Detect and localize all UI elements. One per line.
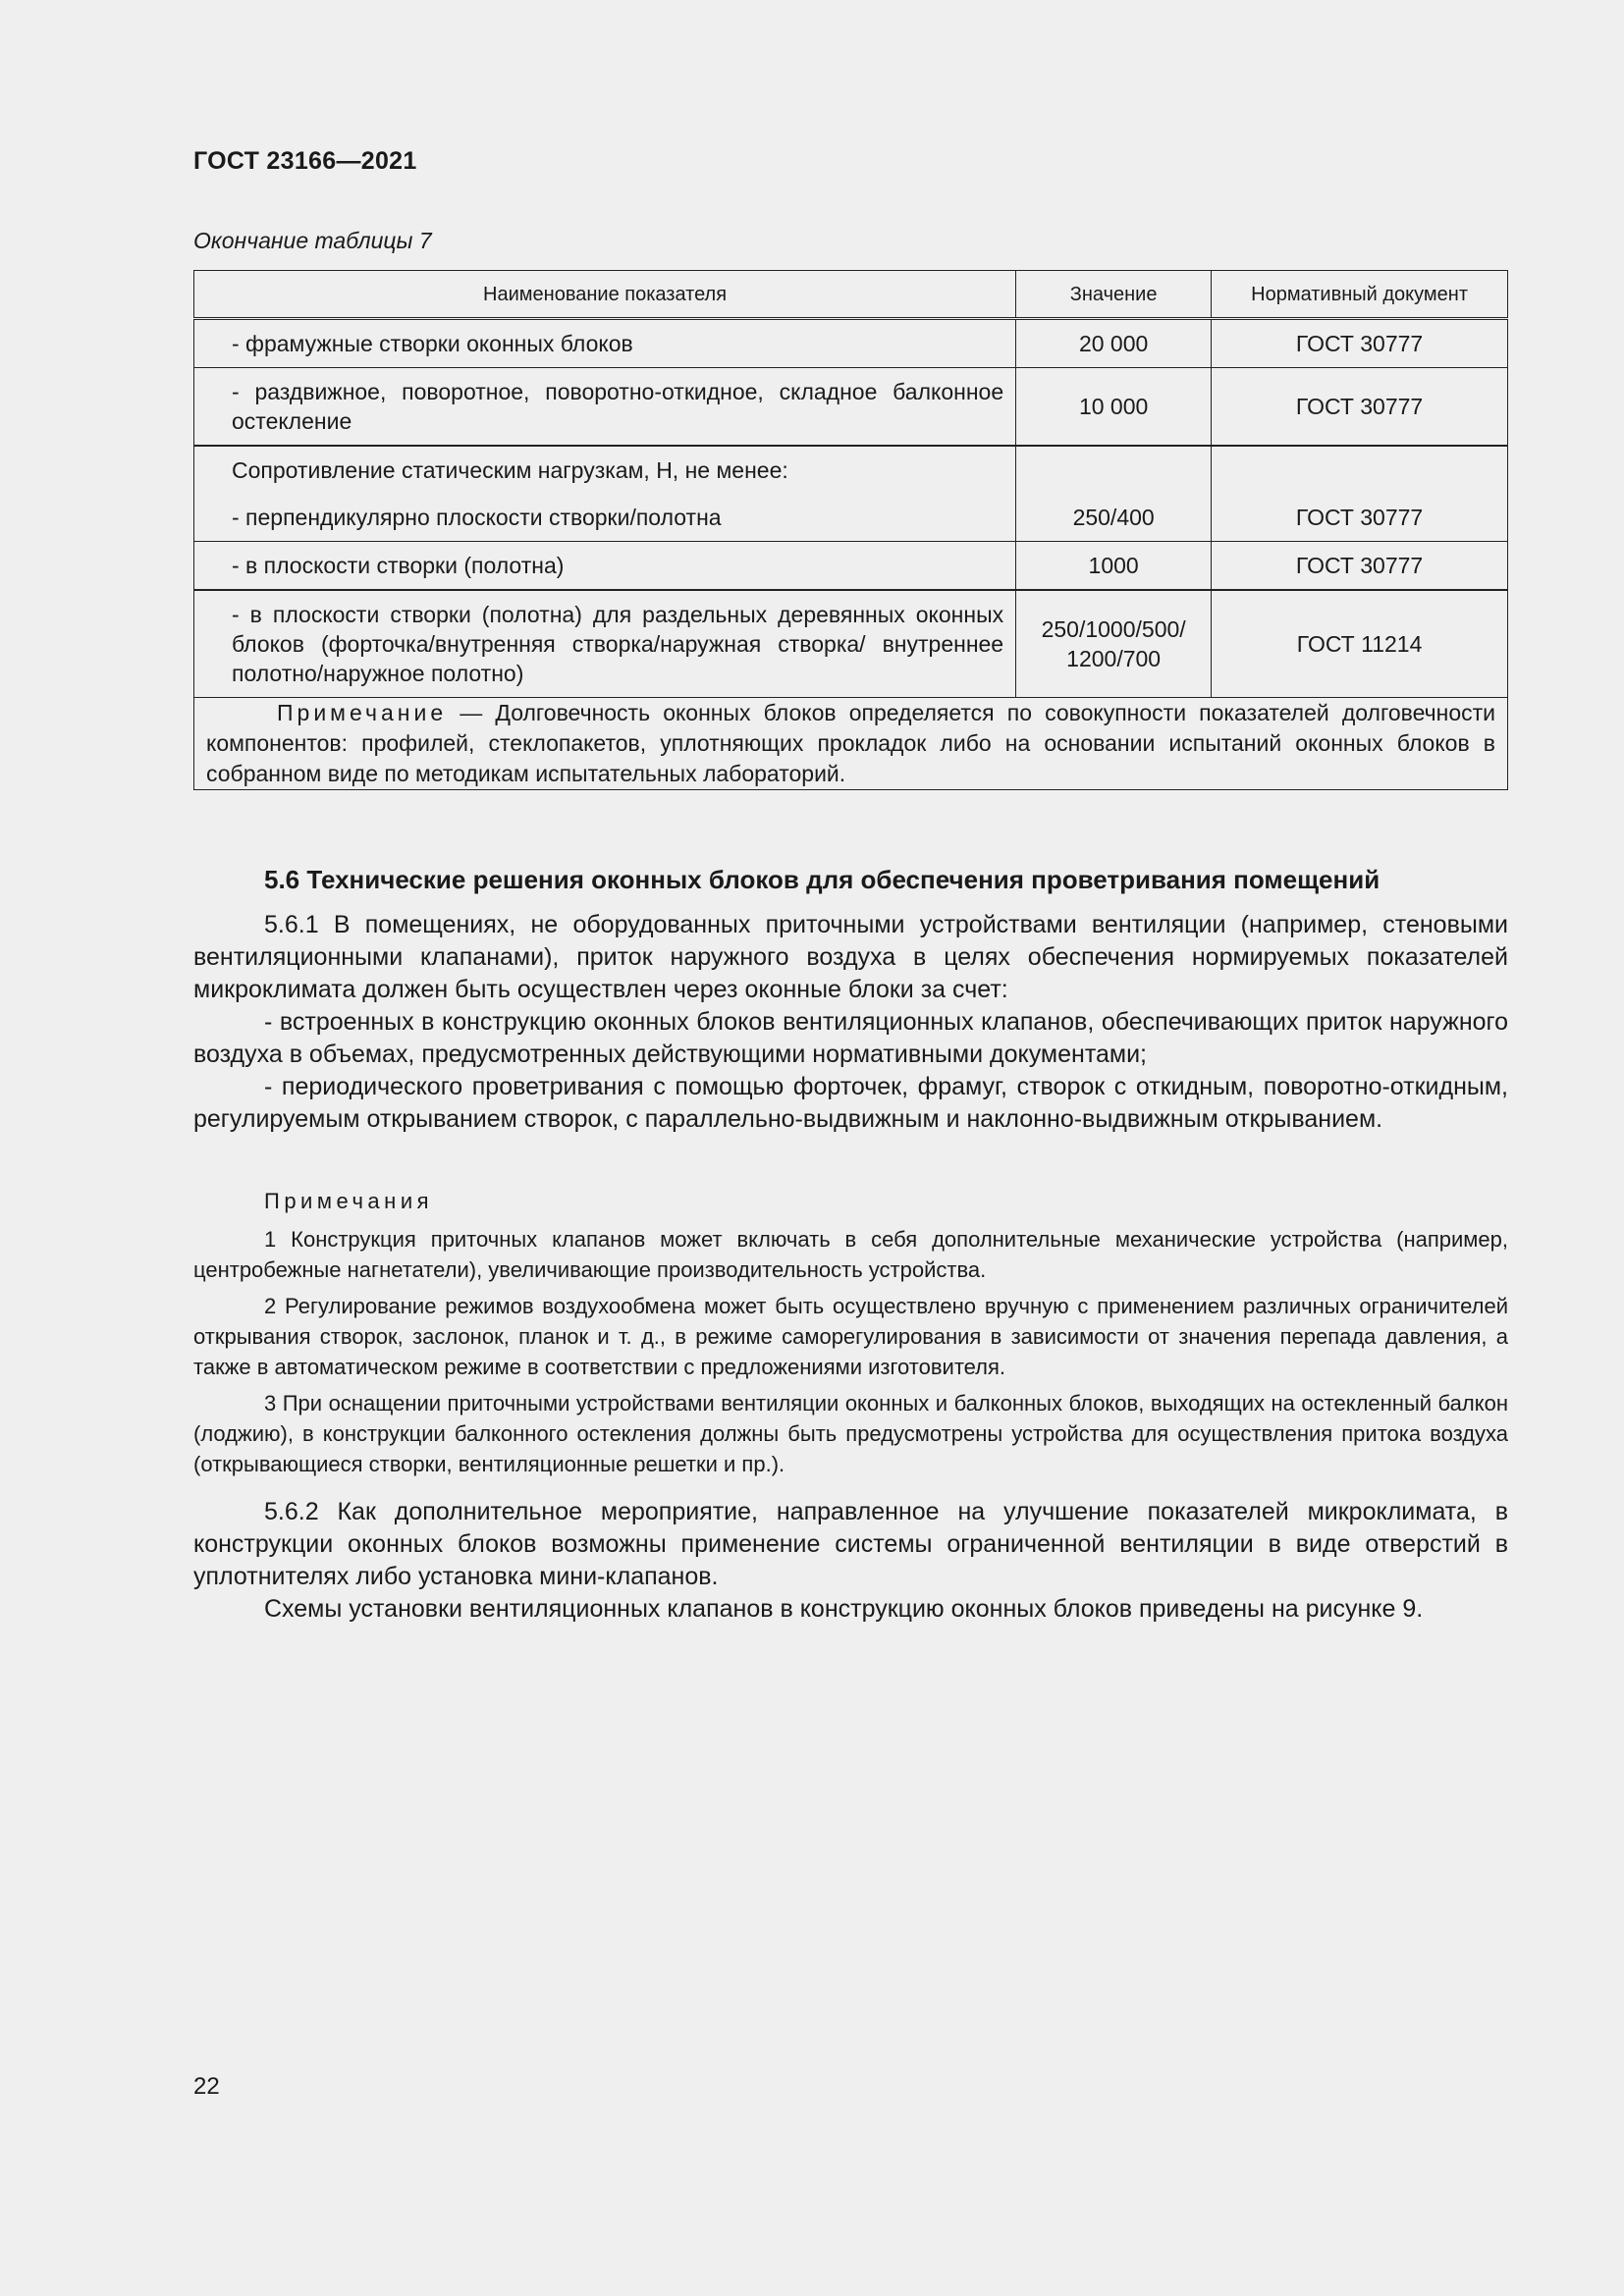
row-name-text: - перпендикулярно плоскости створки/полотна <box>232 505 722 530</box>
table-row <box>194 319 1508 368</box>
row-name <box>194 446 1016 542</box>
note-3: 3 При оснащении приточными устройствами вентиляции оконных и балконных блоков, выходящих на остекленный балкон (лоджию), в конструкции балконного остекления должны быть предусмотрены устройства для осуществления притока воздуха (открывающиеся створки, вентиляционные решетки и пр.). <box>193 1391 1508 1476</box>
row-value: 20 000 <box>1016 319 1212 368</box>
note-label: Примечание <box>277 700 448 725</box>
indicators-table <box>193 270 1508 790</box>
table-caption: Окончание таблицы 7 <box>193 228 432 253</box>
paragraph-figure-ref: Схемы установки вентиляционных клапанов в конструкцию оконных блоков приведены на рисунке 9. <box>264 1595 1424 1623</box>
group-title: Сопротивление статическим нагрузкам, Н, не менее: <box>232 457 788 483</box>
row-document: ГОСТ 11214 <box>1212 590 1508 698</box>
paragraph-bullet-1: - встроенных в конструкцию оконных блоков вентиляционных клапанов, обеспечивающих приток наружного воздуха в объемах, предусмотренных действующими нормативными документами; <box>193 1008 1508 1068</box>
table-row <box>194 590 1508 698</box>
row-value: 10 000 <box>1016 368 1212 447</box>
row-value <box>1016 446 1212 542</box>
page-number: 22 <box>193 2073 220 2100</box>
table-note <box>194 698 1508 790</box>
row-document: ГОСТ 30777 <box>1212 368 1508 447</box>
column-header-value: Значение <box>1016 271 1212 319</box>
column-header-document: Нормативный документ <box>1212 271 1508 319</box>
table-row <box>194 368 1508 447</box>
table-row <box>194 446 1508 542</box>
row-name-text: - раздвижное, поворотное, поворотно-откидное, складное балконное остекление <box>232 379 1004 434</box>
section-body <box>193 909 1508 1136</box>
row-name <box>194 368 1016 447</box>
note-1: 1 Конструкция приточных клапанов может включать в себя дополнительные механические устройства (например, центробежные нагнетатели), увеличивающие производительность устройства. <box>193 1227 1508 1282</box>
row-value: 1000 <box>1016 542 1212 591</box>
notes-title: Примечания <box>264 1189 434 1213</box>
row-name: - фрамужные створки оконных блоков <box>194 319 1016 368</box>
column-header-name: Наименование показателя <box>194 271 1016 319</box>
table-header-row <box>194 271 1508 319</box>
row-value: 250/1000/500/ 1200/700 <box>1016 590 1212 698</box>
section-heading: 5.6 Технические решения оконных блоков для обеспечения проветривания помещений <box>264 865 1380 894</box>
note-2: 2 Регулирование режимов воздухообмена может быть осуществлено вручную с применением различных ограничителей открывания створок, заслонок, планок и т. д., в режиме саморегулирования в зависимости от значения перепада давления, а также в автоматическом режиме в соответствии с предложениями изготовителя. <box>193 1294 1508 1379</box>
note-text: — Долговечность оконных блоков определяется по совокупности показателей долговечности компонентов: профилей, стеклопакетов, уплотняющих прокладок либо на основании испытаний оконных блоков в собранном виде по методикам испытательных лабораторий. <box>206 700 1495 786</box>
row-document-text: ГОСТ 30777 <box>1295 505 1424 530</box>
section-body-2 <box>193 1496 1508 1626</box>
row-name: - в плоскости створки (полотна) для раздельных деревянных оконных блоков (форточка/внутренняя створка/наружная створка/ внутреннее полотно/наружное полотно) <box>194 590 1016 698</box>
row-document: ГОСТ 30777 <box>1212 542 1508 591</box>
row-document <box>1212 446 1508 542</box>
notes-list <box>193 1224 1508 1479</box>
row-name: - в плоскости створки (полотна) <box>194 542 1016 591</box>
paragraph-5-6-1: 5.6.1 В помещениях, не оборудованных приточными устройствами вентиляции (например, стеновыми вентиляционными клапанами), приток наружного воздуха в целях обеспечения нормируемых показателей микроклимата должен быть осуществлен через оконные блоки за счет: <box>193 911 1508 1003</box>
paragraph-bullet-2: - периодического проветривания с помощью форточек, фрамуг, створок с откидным, поворотно-откидным, регулируемым открыванием створок, с параллельно-выдвижным и наклонно-выдвижным открыванием. <box>193 1073 1508 1133</box>
row-document: ГОСТ 30777 <box>1212 319 1508 368</box>
document-code: ГОСТ 23166—2021 <box>193 147 417 175</box>
row-value-text: 250/400 <box>1072 505 1155 530</box>
table-row <box>194 542 1508 591</box>
table-note-row <box>194 698 1508 790</box>
paragraph-5-6-2: 5.6.2 Как дополнительное мероприятие, направленное на улучшение показателей микроклимата, в конструкции оконных блоков возможны применение системы ограниченной вентиляции в виде отверстий в уплотнителях либо установка мини-клапанов. <box>193 1498 1508 1590</box>
